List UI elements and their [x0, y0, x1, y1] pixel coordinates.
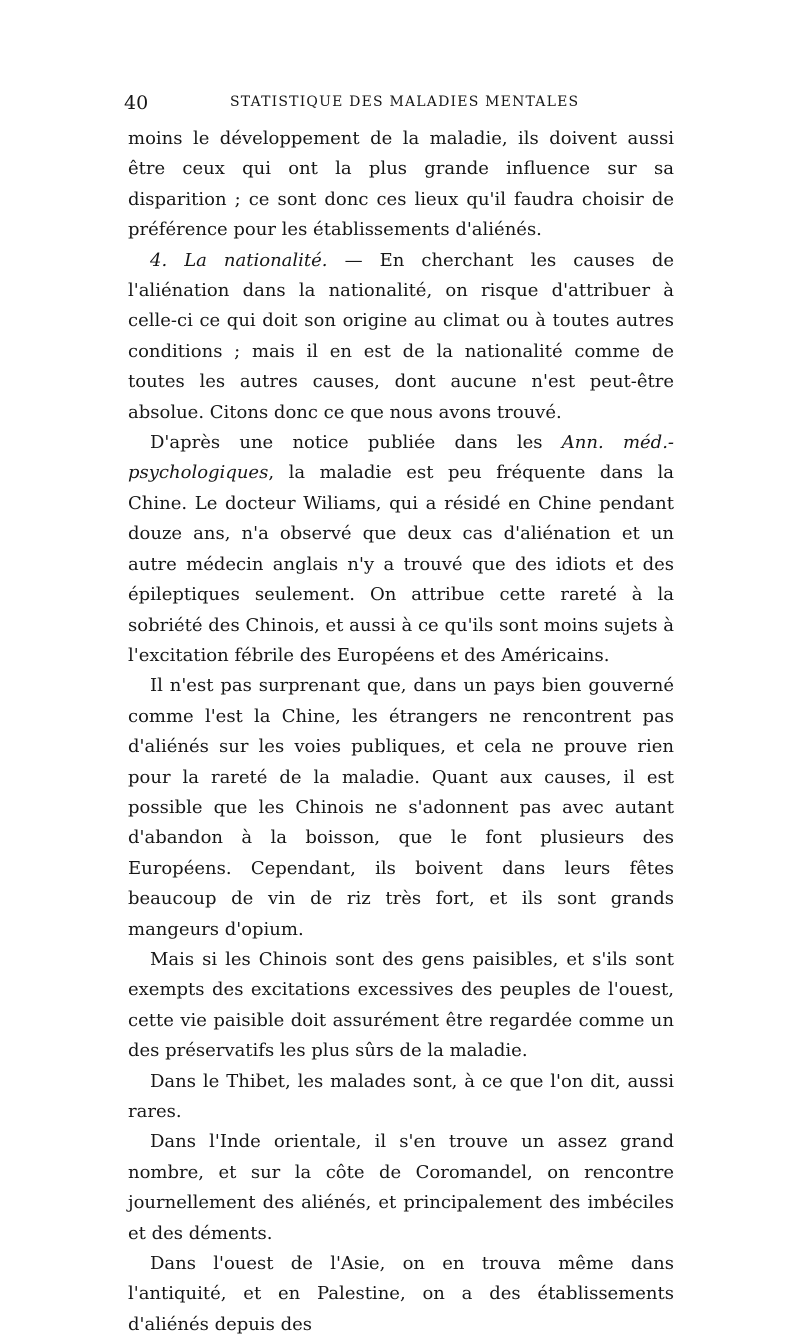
paragraph-2 [128, 246, 674, 428]
paragraph-5: Mais si les Chinois sont des gens paisibles, et s'ils sont exempts des excitations excessives des peuples de l'ouest, cette vie paisible doit assurément être regardée comme un des préservatifs les plus sûrs de la maladie. [128, 948, 674, 1062]
paragraph-2-text: — En cherchant les causes de l'aliénation dans la nationalité, on risque d'attribuer à celle-ci ce qui doit son origine au climat ou à toutes autres conditions ; mais il en est de la nationalité comme de toutes les autres causes, dont aucune n'est peut-être absolue. Citons donc ce que nous avons trouvé. [128, 249, 674, 423]
paragraph-3-rest: , la maladie est peu fréquente dans la Chine. Le docteur Wiliams, qui a résidé en Chine pendant douze ans, n'a observé que deux cas d'aliénation et un autre médecin anglais n'y a trouvé que des idiots et des épileptiques seulement. On attribue cette rareté à la sobriété des Chinois, et aussi à ce qu'ils sont moins sujets à l'excitation fébrile des Européens et des Américains. [128, 462, 674, 666]
journal-title: Ann. méd.-psychologiques [128, 432, 674, 484]
paragraph-3-start: D'après une notice publiée dans les [150, 432, 562, 454]
running-title: STATISTIQUE DES MALADIES MENTALES [230, 94, 580, 110]
page-header [120, 92, 680, 114]
paragraph-6: Dans le Thibet, les malades sont, à ce que l'on dit, aussi rares. [128, 1070, 674, 1122]
section-heading-nationalite: 4. La nationalité. [150, 249, 328, 271]
paragraph-8: Dans l'ouest de l'Asie, on en trouva même dans l'antiquité, et en Palestine, on a des établissements d'aliénés depuis des [128, 1253, 674, 1335]
paragraph-1: moins le développement de la maladie, ils doivent aussi être ceux qui ont la plus grande influence sur sa disparition ; ce sont donc ces lieux qu'il faudra choisir de préférence pour les établissements d'aliénés. [128, 128, 674, 241]
paragraph-7: Dans l'Inde orientale, il s'en trouve un assez grand nombre, et sur la côte de Coromandel, on rencontre journellement des aliénés, et principalement des imbéciles et des déments. [128, 1131, 674, 1244]
paragraph-4: Il n'est pas surprenant que, dans un pays bien gouverné comme l'est la Chine, les étrangers ne rencontrent pas d'aliénés sur les voies publiques, et cela ne prouve rien pour la rareté de la maladie. Quant aux causes, il est possible que les Chinois ne s'adonnent pas avec autant d'abandon à la boisson, que le font plusieurs des Européens. Cependant, ils boivent dans leurs fêtes beaucoup de vin de riz très fort, et ils sont grands mangeurs d'opium. [128, 675, 674, 940]
body-text [128, 124, 674, 1340]
page-number: 40 [124, 92, 149, 114]
paragraph-3 [128, 428, 674, 671]
